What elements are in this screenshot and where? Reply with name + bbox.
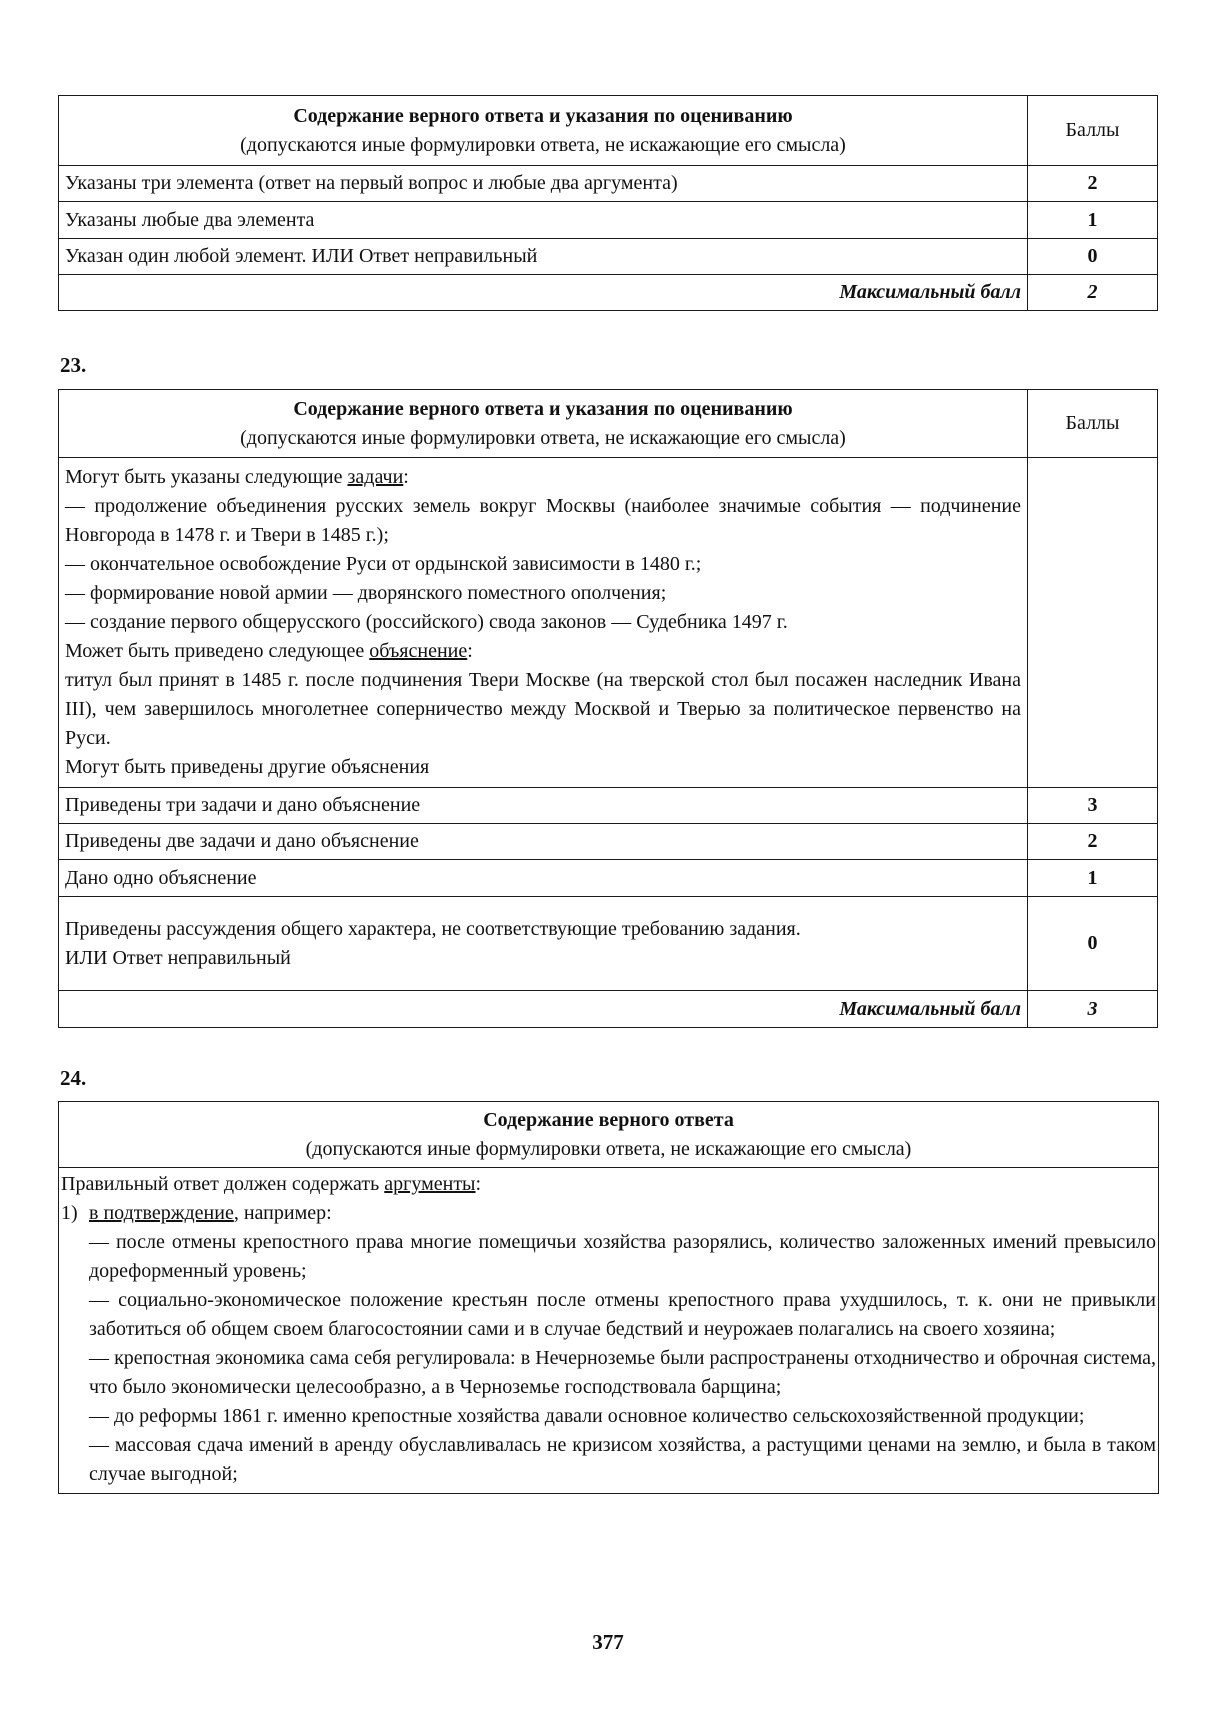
criterion-score: 3 bbox=[1028, 788, 1158, 824]
criterion-score: 2 bbox=[1028, 166, 1158, 202]
criterion-text bbox=[59, 897, 1028, 991]
explanation-keyword: объяснение bbox=[369, 640, 468, 662]
point-number: 1) bbox=[61, 1202, 78, 1224]
criteria-table-24 bbox=[58, 1101, 1159, 1494]
answer-content-row bbox=[59, 1168, 1159, 1494]
answer-content bbox=[59, 458, 1028, 788]
arguments-keyword: аргументы bbox=[384, 1173, 476, 1195]
criterion-text: Приведены три задачи и дано объяснение bbox=[59, 788, 1028, 824]
answer-content-row bbox=[59, 458, 1158, 788]
table-row bbox=[59, 202, 1158, 239]
tasks-intro bbox=[65, 463, 1021, 492]
table-row bbox=[59, 239, 1158, 275]
criterion-score: 0 bbox=[1028, 897, 1158, 991]
argument-item: — после отмены крепостного права многие помещичьи хозяйства разорялись, количество заложенных имений превысило дореформенный уровень; bbox=[89, 1231, 1156, 1282]
criterion-text: Указаны три элемента (ответ на первый вопрос и любые два аргумента) bbox=[59, 166, 1028, 202]
table-row bbox=[59, 860, 1158, 897]
task-item: — создание первого общерусского (российского) свода законов — Судебника 1497 г. bbox=[65, 611, 788, 633]
max-score-label: Максимальный балл bbox=[59, 275, 1028, 311]
table-row bbox=[59, 897, 1158, 991]
question-number-24: 24. bbox=[60, 1066, 87, 1090]
task-item: — формирование новой армии — дворянского поместного ополчения; bbox=[65, 582, 667, 604]
tasks-intro-colon: : bbox=[403, 466, 409, 488]
argument-item: — массовая сдача имений в аренду обуславливалась не кризисом хозяйства, а растущими ценами на землю, и была в таком случае выгодной; bbox=[89, 1434, 1156, 1485]
max-score-value: 3 bbox=[1028, 991, 1158, 1028]
table-row bbox=[59, 824, 1158, 860]
page-number: 377 bbox=[592, 1630, 624, 1654]
point-suffix: , например: bbox=[233, 1202, 332, 1224]
explanation-intro-text: Может быть приведено следующее bbox=[65, 640, 370, 662]
header-title: Содержание верного ответа и указания по оцениванию bbox=[293, 397, 793, 420]
empty-score-cell bbox=[1028, 458, 1158, 788]
header-subtitle: (допускаются иные формулировки ответа, не искажающие его смысла) bbox=[240, 133, 846, 156]
argument-item: — крепостная экономика сама себя регулировала: в Нечерноземье были распространены отходничество и оброчная система, что было экономически целесообразно, а в Черноземье господствовала барщина; bbox=[89, 1347, 1156, 1398]
criterion-score: 2 bbox=[1028, 824, 1158, 860]
score-header: Баллы bbox=[1028, 390, 1158, 458]
answer-content bbox=[59, 1168, 1159, 1494]
max-score-label: Максимальный балл bbox=[59, 991, 1028, 1028]
explanation-intro bbox=[65, 637, 1021, 666]
header-subtitle: (допускаются иные формулировки ответа, не искажающие его смысла) bbox=[305, 1137, 912, 1160]
max-score-row bbox=[59, 275, 1158, 311]
table-row bbox=[59, 788, 1158, 824]
criterion-text: Указаны любые два элемента bbox=[59, 202, 1028, 239]
other-explanations-note: Могут быть приведены другие объяснения bbox=[65, 756, 430, 778]
criterion-score: 1 bbox=[1028, 202, 1158, 239]
arguments-intro-colon: : bbox=[475, 1173, 482, 1195]
criterion-text-line: ИЛИ Ответ неправильный bbox=[65, 946, 291, 969]
table-header-content bbox=[59, 390, 1028, 458]
criterion-text: Приведены две задачи и дано объяснение bbox=[59, 824, 1028, 860]
explanation-intro-colon: : bbox=[467, 640, 473, 662]
criteria-table-22 bbox=[58, 95, 1158, 311]
score-header: Баллы bbox=[1028, 96, 1158, 166]
point-keyword: в подтверждение bbox=[89, 1202, 234, 1224]
question-number-23: 23. bbox=[60, 353, 87, 377]
table-row bbox=[59, 166, 1158, 202]
criterion-score: 1 bbox=[1028, 860, 1158, 897]
argument-item: — социально-экономическое положение крестьян после отмены крепостного права ухудшилось, т. к. они не привыкли заботиться об общем своем благосостоянии сами и в случае бедствий и неурожаев полагались на своего хозяина; bbox=[89, 1289, 1156, 1340]
header-title: Содержание верного ответа и указания по оцениванию bbox=[293, 104, 793, 127]
max-score-value: 2 bbox=[1028, 275, 1158, 311]
criterion-score: 0 bbox=[1028, 239, 1158, 275]
point-1-heading bbox=[61, 1199, 1156, 1228]
criterion-text: Дано одно объяснение bbox=[59, 860, 1028, 897]
explanation-text: титул был принят в 1485 г. после подчинения Твери Москве (на тверской стол был посажен наследник Ивана III), чем завершилось многолетнее соперничество между Москвой и Тверью за политическое первенство на Руси. bbox=[65, 669, 1021, 749]
task-item: — продолжение объединения русских земель вокруг Москвы (наиболее значимые события — подчинение Новгорода в 1478 г. и Твери в 1485 г.); bbox=[65, 495, 1021, 546]
task-item: — окончательное освобождение Руси от ордынской зависимости в 1480 г.; bbox=[65, 553, 702, 575]
arguments-intro bbox=[61, 1170, 1156, 1199]
header-subtitle: (допускаются иные формулировки ответа, не искажающие его смысла) bbox=[240, 426, 846, 449]
criterion-text-line: Приведены рассуждения общего характера, не соответствующие требованию задания. bbox=[65, 917, 801, 940]
criteria-table-23 bbox=[58, 389, 1158, 1028]
table-header-content bbox=[59, 1102, 1159, 1168]
tasks-keyword: задачи bbox=[347, 466, 404, 488]
tasks-intro-text: Могут быть указаны следующие bbox=[65, 466, 348, 488]
arguments-intro-text: Правильный ответ должен содержать bbox=[61, 1173, 385, 1195]
argument-item: — до реформы 1861 г. именно крепостные хозяйства давали основное количество сельскохозяйственной продукции; bbox=[89, 1405, 1085, 1427]
max-score-row bbox=[59, 991, 1158, 1028]
table-header-content bbox=[59, 96, 1028, 166]
criterion-text: Указан один любой элемент. ИЛИ Ответ неправильный bbox=[59, 239, 1028, 275]
header-title: Содержание верного ответа bbox=[483, 1108, 734, 1131]
